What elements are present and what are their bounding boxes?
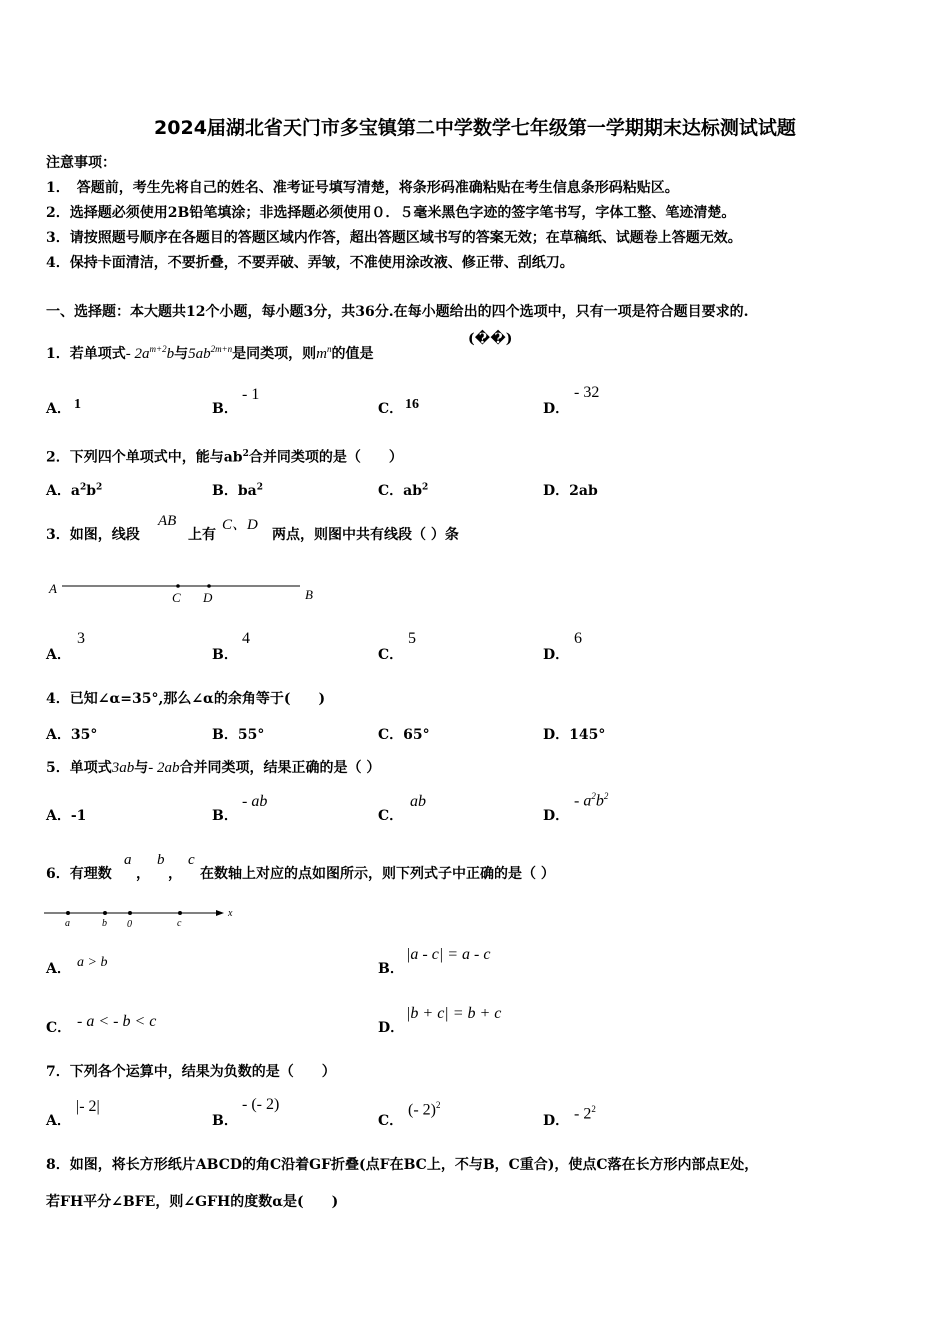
question-8-line-2: 若FH平分∠BFE，则∠GFH的度数α是( ) [46,1194,339,1210]
q1-option-c: 16 [405,397,419,412]
q6-option-a: a > b [77,955,108,970]
q5-option-a: A．-1 [46,808,87,824]
point-d-label: D [203,590,213,605]
q1-expr-2: $5ab^{2m+n}$ [188,344,233,362]
q6-var-a: a [124,852,132,868]
point-a-dot [66,911,70,915]
q7-option-d-label: D． [543,1113,570,1129]
q1-option-d-label: D． [543,401,570,417]
point-c-dot [178,911,182,915]
axis-label-c: c [177,918,182,929]
q2-option-b: B．$ba^2$ [212,482,263,499]
segment-figure [44,576,334,610]
q6-var-b: b [157,852,165,868]
q7-option-b-label: B． [212,1113,238,1129]
question-8-line-1: 8．如图，将长方形纸片ABCD的角C沿着GF折叠(点F在BC上，不与B，C重合)，使点C落在长方形内部点E处， [46,1157,759,1173]
axis-label-a: a [65,918,70,929]
q5-option-b-label: B． [212,808,238,824]
axis-label-zero: 0 [127,919,132,930]
note-item-4: 4．保持卡面清洁，不要折叠，不要弄破、弄皱，不准使用涂改液、修正带、刮纸刀。 [46,255,574,271]
q7-option-c: (- 2)$^2$ [408,1100,441,1119]
q7-option-c-label: C． [378,1113,404,1129]
question-6-stem-b: 在数轴上对应的点如图所示，则下列式子中正确的是（ ） [200,866,555,882]
q6-option-b: |a - c| = a - c [406,946,491,963]
q6-option-d-label: D． [378,1020,405,1036]
note-item-3: 3．请按照题号顺序在各题目的答题区域内作答，超出答题区域书写的答案无效；在草稿纸、试题卷上答题无效。 [46,230,742,246]
section-heading: 一、选择题：本大题共12个小题，每小题3分，共36分.在每小题给出的四个选项中，只有一项是符合题目要求的. [46,304,749,320]
question-4-stem: 4．已知∠α=35°,那么∠α的余角等于( ) [46,691,326,707]
question-3-stem-c: 两点，则图中共有线段（ ）条 [272,527,459,543]
note-item-2: 2．选择题必须使用2B铅笔填涂；非选择题必须使用０．５毫米黑色字迹的签字笔书写，字体工整、笔迹清楚。 [46,205,736,221]
q6-sep-2: ， [168,866,182,882]
point-a-label: A [49,581,57,596]
point-zero-dot [128,911,132,915]
axis-arrow-icon [216,910,224,916]
q6-option-d: |b + c| = b + c [406,1005,502,1022]
q4-option-d: D．145° [543,727,606,743]
q3-option-a: 3 [77,630,85,647]
question-3-stem-b: 上有 [188,527,216,543]
point-b-dot [103,911,107,915]
q4-option-a: A．35° [46,727,98,743]
page-title: 2024届湖北省天门市多宝镇第二中学数学七年级第一学期期末达标测试试题 [154,117,796,139]
q6-var-c: c [188,852,195,868]
q4-option-b: B．55° [212,727,265,743]
q3-option-a-label: A． [46,647,71,663]
q3-points-cd: C、D [222,517,258,533]
q1-option-b: - 1 [242,386,260,403]
q3-option-d: 6 [574,630,582,647]
q5-option-d-label: D． [543,808,570,824]
number-line-figure [44,904,244,932]
q6-option-c-label: C． [46,1020,72,1036]
point-d-dot [207,584,211,588]
question-6-stem-a: 6．有理数 [46,866,112,882]
q5-option-c-label: C． [378,808,404,824]
question-5-stem: 5．单项式3ab与- 2ab合并同类项，结果正确的是（ ） [46,760,381,776]
q6-option-a-label: A． [46,961,71,977]
question-7-stem: 7．下列各个运算中，结果为负数的是（ ） [46,1064,336,1080]
question-1-stem: 1．若单项式- $2a^{m+2}b$与$5ab^{2m+n}$是同类项，则$m^n$的值是 [46,344,374,362]
q3-option-c-label: C． [378,647,404,663]
q1-option-a-label: A． [46,401,71,417]
q2-option-c: C．$ab^2$ [378,482,429,499]
axis-label-x: x [228,908,233,919]
q5-option-d: - $a^2b^2$ [574,791,609,810]
question-2-stem: 2．下列四个单项式中，能与$ab^2$合并同类项的是（ ） [46,449,403,466]
q2-option-d: D．2ab [543,483,598,499]
q1-answer-paren: (��) [468,331,513,347]
q1-number: 1．若单项式 [46,346,126,362]
q1-expr-1: - $2a^{m+2}b$ [125,344,175,362]
q7-option-d: - $2^2$ [574,1104,596,1123]
q1-option-c-label: C． [378,401,404,417]
q6-option-b-label: B． [378,961,404,977]
q6-option-c: - a < - b < c [77,1013,157,1030]
q2-option-a: A．$a^2b^2$ [46,482,103,499]
q7-option-a: |- 2| [76,1098,100,1115]
note-item-1: 1． 答题前，考生先将自己的姓名、准考证号填写清楚，将条形码准确粘贴在考生信息条形码粘贴区。 [46,180,679,196]
q1-expr-3: $m^n$ [316,344,332,362]
point-c-label: C [172,590,181,605]
q1-option-d: - 32 [574,384,600,401]
q1-option-a: 1 [74,397,81,412]
q7-option-a-label: A． [46,1113,71,1129]
q3-option-c: 5 [408,630,416,647]
axis-label-b: b [102,918,107,929]
q4-option-c: C．65° [378,727,430,743]
point-c-dot [176,584,180,588]
q3-segment-ab: AB [158,513,177,529]
notes-heading: 注意事项： [46,155,116,171]
question-3-stem-a: 3．如图，线段 [46,527,140,543]
q3-option-b-label: B． [212,647,238,663]
point-b-label: B [305,587,313,602]
q5-option-c: ab [410,793,426,810]
q6-sep-1: ， [136,866,150,882]
q3-option-d-label: D． [543,647,570,663]
q5-option-b: - ab [242,793,268,810]
q1-option-b-label: B． [212,401,238,417]
q7-option-b: - (- 2) [242,1096,280,1113]
q3-option-b: 4 [242,630,250,647]
